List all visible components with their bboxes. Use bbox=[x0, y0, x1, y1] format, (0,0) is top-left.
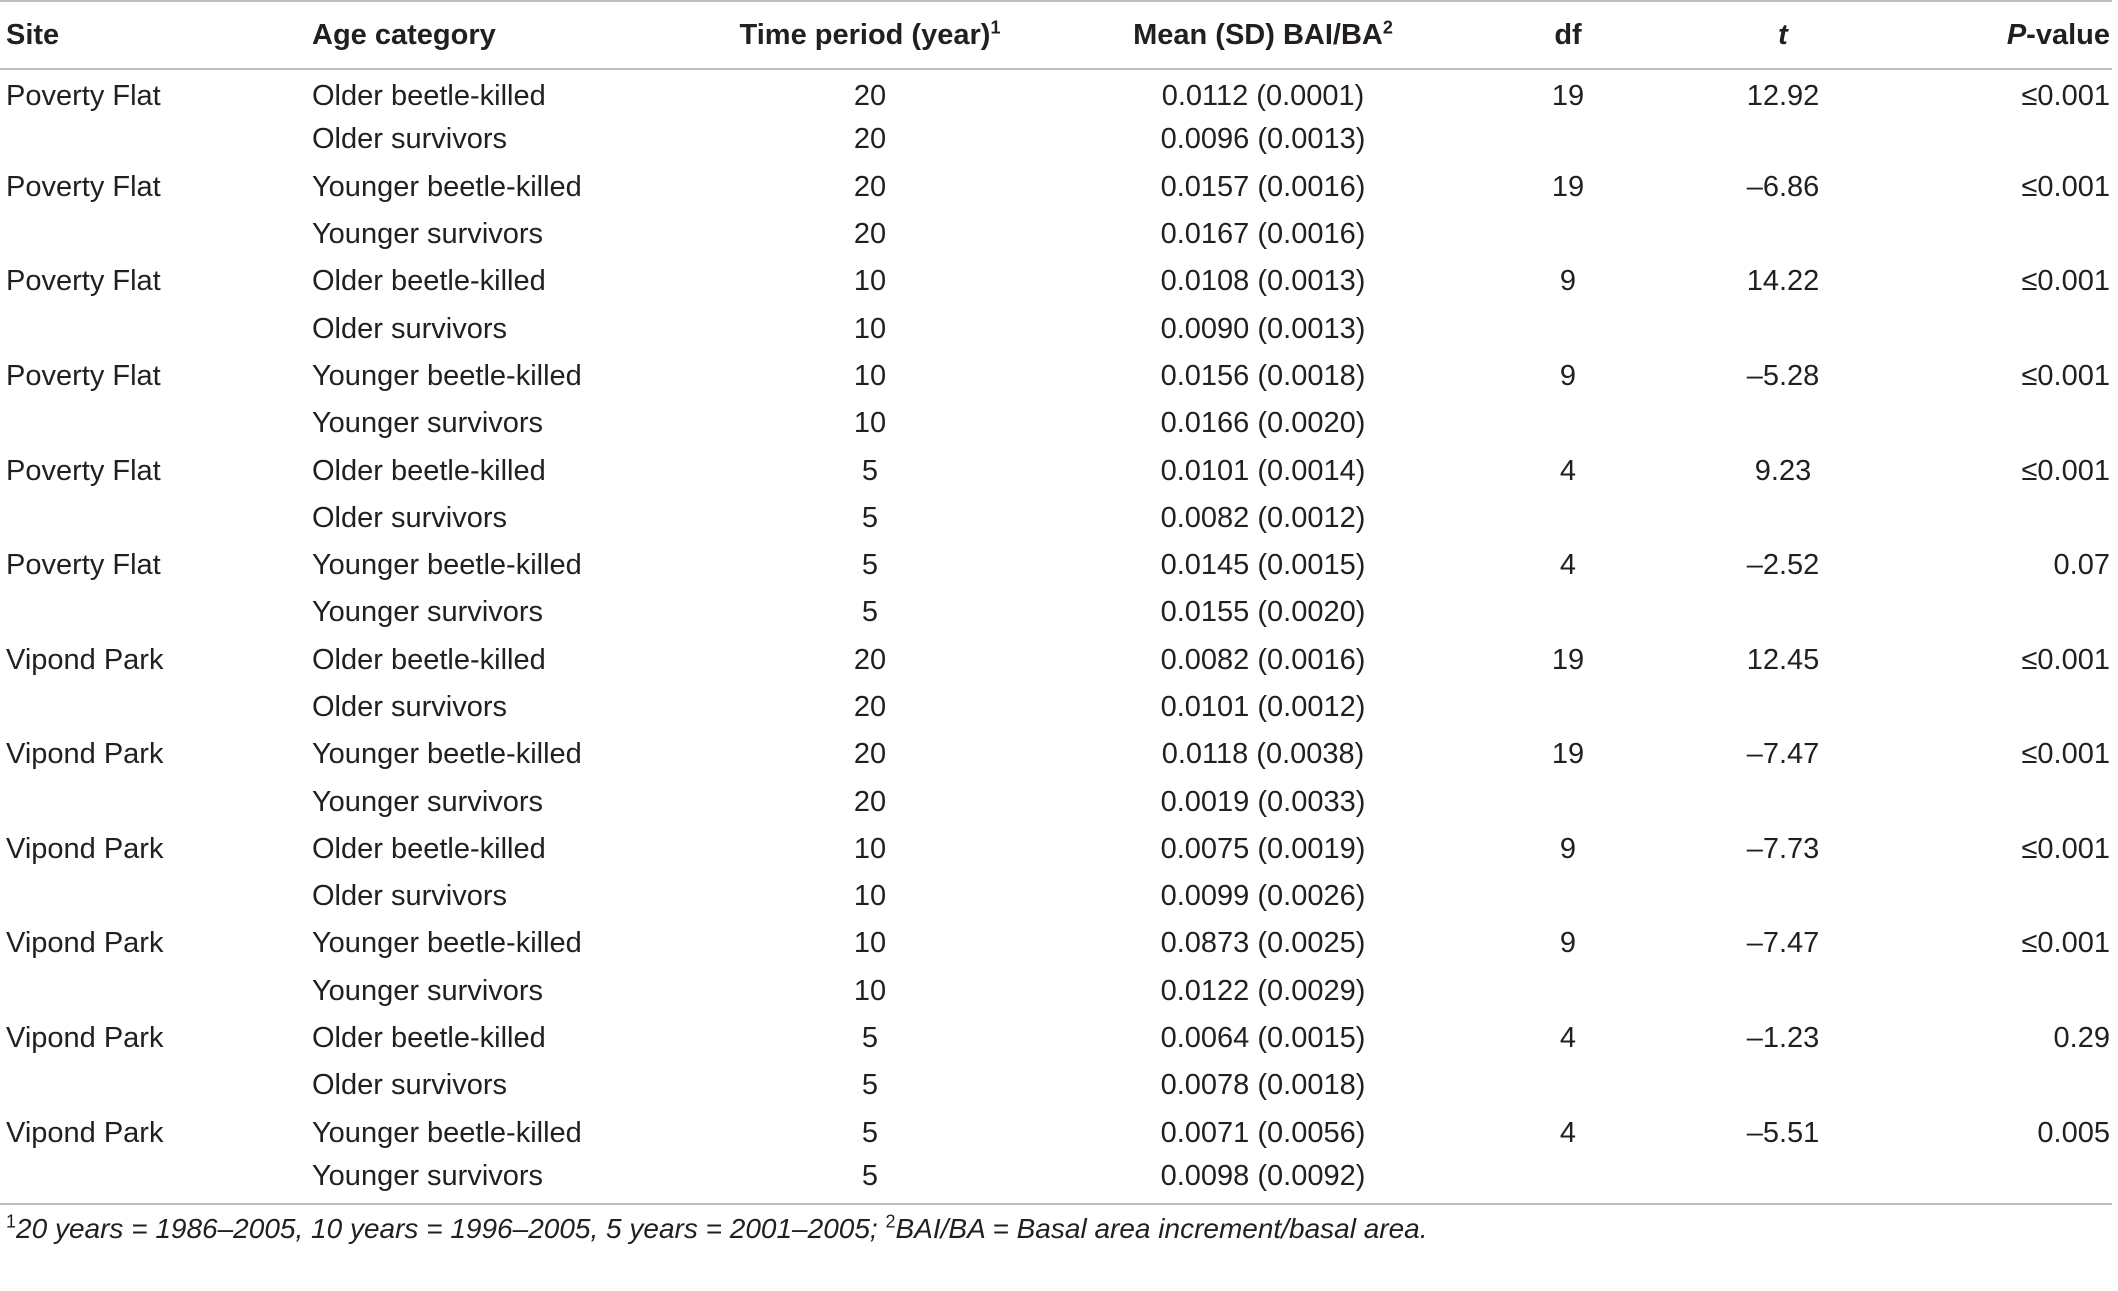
cell-p-value bbox=[1908, 1157, 2112, 1204]
table-row bbox=[0, 778, 2112, 825]
cell-p-value: 0.07 bbox=[2053, 549, 2110, 582]
cell-p-value: ≤0.001 bbox=[2021, 454, 2110, 487]
cell-p-value: ≤0.001 bbox=[2021, 79, 2110, 112]
cell-df bbox=[1478, 211, 1658, 258]
table-row bbox=[0, 826, 2112, 873]
cell-t bbox=[1658, 1157, 1908, 1204]
cell-time-period: 5 bbox=[861, 501, 879, 534]
table-row bbox=[0, 495, 2112, 542]
cell-site: Poverty Flat bbox=[6, 359, 161, 392]
cell-df: 19 bbox=[1551, 170, 1585, 203]
cell-time-period: 10 bbox=[853, 265, 887, 298]
cell-mean-sd: 0.0145 (0.0015) bbox=[1160, 549, 1366, 582]
header-p-value bbox=[1908, 1, 2112, 69]
cell-p-value bbox=[1908, 400, 2112, 447]
cell-p-value: ≤0.001 bbox=[2021, 643, 2110, 676]
header-time-period-footnote-mark: 1 bbox=[990, 16, 1001, 37]
table-row bbox=[0, 353, 2112, 400]
cell-time-period: 10 bbox=[853, 359, 887, 392]
cell-p-value: ≤0.001 bbox=[2021, 738, 2110, 771]
cell-t bbox=[1658, 873, 1908, 920]
header-t: t bbox=[1658, 1, 1908, 69]
cell-age-category: Older survivors bbox=[312, 123, 507, 156]
table-row bbox=[0, 542, 2112, 589]
cell-df bbox=[1478, 495, 1658, 542]
cell-site bbox=[0, 116, 312, 163]
cell-p-value: 0.29 bbox=[2053, 1022, 2110, 1055]
cell-age-category: Older beetle-killed bbox=[312, 832, 546, 865]
cell-p-value bbox=[1908, 968, 2112, 1015]
cell-site: Poverty Flat bbox=[6, 170, 161, 203]
cell-t: –1.23 bbox=[1746, 1022, 1820, 1055]
cell-t: 9.23 bbox=[1754, 454, 1812, 487]
cell-age-category: Younger beetle-killed bbox=[312, 359, 582, 392]
cell-p-value: ≤0.001 bbox=[2021, 265, 2110, 298]
table-row bbox=[0, 873, 2112, 920]
cell-mean-sd: 0.0075 (0.0019) bbox=[1160, 832, 1366, 865]
header-time-period-label: Time period (year) bbox=[739, 18, 991, 51]
cell-t: –7.73 bbox=[1746, 832, 1820, 865]
table-footnote bbox=[0, 1213, 2118, 1245]
cell-site bbox=[0, 400, 312, 447]
cell-mean-sd: 0.0071 (0.0056) bbox=[1160, 1116, 1366, 1149]
cell-t bbox=[1658, 495, 1908, 542]
header-p-italic: P bbox=[2006, 18, 2027, 51]
cell-site: Poverty Flat bbox=[6, 79, 161, 112]
table-row bbox=[0, 1015, 2112, 1062]
cell-t bbox=[1658, 211, 1908, 258]
cell-df: 4 bbox=[1559, 1022, 1577, 1055]
table-row bbox=[0, 400, 2112, 447]
cell-site: Poverty Flat bbox=[6, 549, 161, 582]
footnote-mark-2: 2 bbox=[885, 1211, 896, 1232]
cell-site: Vipond Park bbox=[6, 738, 164, 771]
cell-mean-sd: 0.0167 (0.0016) bbox=[1160, 218, 1366, 251]
cell-mean-sd: 0.0122 (0.0029) bbox=[1160, 974, 1366, 1007]
cell-df: 4 bbox=[1559, 1116, 1577, 1149]
cell-time-period: 5 bbox=[861, 1116, 879, 1149]
cell-time-period: 20 bbox=[853, 170, 887, 203]
table-row bbox=[0, 637, 2112, 684]
cell-mean-sd: 0.0108 (0.0013) bbox=[1160, 265, 1366, 298]
cell-time-period: 10 bbox=[853, 407, 887, 440]
table-row bbox=[0, 164, 2112, 211]
cell-time-period: 10 bbox=[853, 974, 887, 1007]
cell-age-category: Younger beetle-killed bbox=[312, 549, 582, 582]
cell-site bbox=[0, 968, 312, 1015]
cell-mean-sd: 0.0082 (0.0012) bbox=[1160, 501, 1366, 534]
cell-t bbox=[1658, 400, 1908, 447]
cell-df bbox=[1478, 1157, 1658, 1204]
cell-t: 14.22 bbox=[1746, 265, 1820, 298]
cell-age-category: Older beetle-killed bbox=[312, 79, 546, 112]
cell-mean-sd: 0.0078 (0.0018) bbox=[1160, 1069, 1366, 1102]
footnote-text-2: BAI/BA = Basal area increment/basal area. bbox=[895, 1213, 1428, 1245]
cell-age-category: Older survivors bbox=[312, 880, 507, 913]
cell-t: 12.92 bbox=[1746, 79, 1820, 112]
table-row bbox=[0, 69, 2112, 116]
cell-t bbox=[1658, 684, 1908, 731]
cell-time-period: 10 bbox=[853, 880, 887, 913]
cell-t bbox=[1658, 968, 1908, 1015]
footnote-mark-1: 1 bbox=[6, 1211, 17, 1232]
cell-t: 12.45 bbox=[1746, 643, 1820, 676]
cell-age-category: Older beetle-killed bbox=[312, 265, 546, 298]
cell-time-period: 10 bbox=[853, 312, 887, 345]
cell-df: 4 bbox=[1559, 454, 1577, 487]
cell-p-value bbox=[1908, 116, 2112, 163]
cell-p-value bbox=[1908, 211, 2112, 258]
cell-p-value: ≤0.001 bbox=[2021, 170, 2110, 203]
cell-time-period: 5 bbox=[861, 454, 879, 487]
cell-t: –6.86 bbox=[1746, 170, 1820, 203]
cell-df: 19 bbox=[1551, 643, 1585, 676]
cell-p-value: ≤0.001 bbox=[2021, 927, 2110, 960]
cell-site: Vipond Park bbox=[6, 643, 164, 676]
cell-df: 9 bbox=[1559, 359, 1577, 392]
cell-mean-sd: 0.0098 (0.0092) bbox=[1160, 1160, 1366, 1193]
cell-age-category: Younger survivors bbox=[312, 596, 544, 629]
cell-age-category: Older survivors bbox=[312, 312, 507, 345]
cell-t: –5.28 bbox=[1746, 359, 1820, 392]
cell-time-period: 20 bbox=[853, 643, 887, 676]
cell-mean-sd: 0.0082 (0.0016) bbox=[1160, 643, 1366, 676]
cell-df bbox=[1478, 1062, 1658, 1109]
cell-df bbox=[1478, 589, 1658, 636]
cell-df bbox=[1478, 116, 1658, 163]
cell-p-value: ≤0.001 bbox=[2021, 359, 2110, 392]
cell-mean-sd: 0.0090 (0.0013) bbox=[1160, 312, 1366, 345]
cell-t: –7.47 bbox=[1746, 927, 1820, 960]
header-mean-sd bbox=[1048, 1, 1478, 69]
cell-p-value bbox=[1908, 1062, 2112, 1109]
cell-time-period: 20 bbox=[853, 218, 887, 251]
cell-df bbox=[1478, 684, 1658, 731]
cell-t: –5.51 bbox=[1746, 1116, 1820, 1149]
cell-mean-sd: 0.0101 (0.0014) bbox=[1160, 454, 1366, 487]
cell-age-category: Younger survivors bbox=[312, 974, 544, 1007]
cell-p-value: ≤0.001 bbox=[2021, 832, 2110, 865]
cell-age-category: Older beetle-killed bbox=[312, 454, 546, 487]
cell-time-period: 5 bbox=[861, 549, 879, 582]
cell-site: Vipond Park bbox=[6, 832, 164, 865]
cell-site bbox=[0, 1157, 312, 1204]
cell-mean-sd: 0.0101 (0.0012) bbox=[1160, 691, 1366, 723]
cell-t bbox=[1658, 778, 1908, 825]
cell-age-category: Older survivors bbox=[312, 1069, 507, 1102]
cell-df bbox=[1478, 968, 1658, 1015]
cell-age-category: Younger beetle-killed bbox=[312, 738, 582, 771]
table-body bbox=[0, 69, 2112, 1204]
cell-t bbox=[1658, 305, 1908, 352]
table-row bbox=[0, 968, 2112, 1015]
table-row bbox=[0, 305, 2112, 352]
cell-time-period: 5 bbox=[861, 1069, 879, 1102]
cell-mean-sd: 0.0166 (0.0020) bbox=[1160, 407, 1366, 440]
cell-mean-sd: 0.0155 (0.0020) bbox=[1160, 596, 1366, 629]
cell-age-category: Younger beetle-killed bbox=[312, 927, 582, 960]
cell-df bbox=[1478, 778, 1658, 825]
cell-site bbox=[0, 873, 312, 920]
table-row bbox=[0, 1110, 2112, 1157]
cell-age-category: Younger survivors bbox=[312, 218, 544, 251]
table-row bbox=[0, 731, 2112, 778]
cell-df: 19 bbox=[1551, 79, 1585, 112]
header-mean-sd-footnote-mark: 2 bbox=[1382, 16, 1393, 37]
cell-t bbox=[1658, 116, 1908, 163]
cell-p-value bbox=[1908, 495, 2112, 542]
cell-mean-sd: 0.0873 (0.0025) bbox=[1160, 927, 1366, 960]
cell-df: 9 bbox=[1559, 265, 1577, 298]
cell-site bbox=[0, 495, 312, 542]
cell-age-category: Older survivors bbox=[312, 501, 507, 534]
cell-mean-sd: 0.0157 (0.0016) bbox=[1160, 170, 1366, 203]
cell-mean-sd: 0.0112 (0.0001) bbox=[1161, 79, 1365, 112]
table-row bbox=[0, 258, 2112, 305]
cell-t bbox=[1658, 589, 1908, 636]
cell-p-value: 0.005 bbox=[2037, 1116, 2110, 1149]
cell-age-category: Younger survivors bbox=[312, 407, 544, 440]
cell-time-period: 5 bbox=[861, 1022, 879, 1055]
cell-df: 19 bbox=[1551, 738, 1585, 771]
table-row bbox=[0, 920, 2112, 967]
header-df: df bbox=[1478, 1, 1658, 69]
cell-df bbox=[1478, 873, 1658, 920]
cell-p-value bbox=[1908, 873, 2112, 920]
cell-age-category: Younger beetle-killed bbox=[312, 170, 582, 203]
cell-site: Poverty Flat bbox=[6, 454, 161, 487]
cell-mean-sd: 0.0096 (0.0013) bbox=[1160, 123, 1366, 156]
header-p-rest: -value bbox=[2026, 18, 2110, 51]
cell-mean-sd: 0.0156 (0.0018) bbox=[1160, 359, 1366, 392]
cell-age-category: Older beetle-killed bbox=[312, 1022, 546, 1055]
header-time-period bbox=[692, 1, 1048, 69]
cell-time-period: 20 bbox=[853, 123, 887, 156]
cell-site: Vipond Park bbox=[6, 1022, 164, 1055]
cell-site bbox=[0, 589, 312, 636]
header-site: Site bbox=[0, 1, 312, 69]
cell-df: 4 bbox=[1559, 549, 1577, 582]
header-mean-sd-label: Mean (SD) BAI/BA bbox=[1133, 18, 1383, 51]
cell-time-period: 5 bbox=[861, 596, 879, 629]
table-row bbox=[0, 211, 2112, 258]
table-row bbox=[0, 116, 2112, 163]
footnote-text-1: 20 years = 1986–2005, 10 years = 1996–2005, 5 years = 2001–2005; bbox=[16, 1213, 886, 1245]
cell-time-period: 20 bbox=[853, 785, 887, 818]
cell-time-period: 20 bbox=[853, 79, 887, 112]
cell-p-value bbox=[1908, 589, 2112, 636]
cell-time-period: 10 bbox=[853, 832, 887, 865]
cell-site: Vipond Park bbox=[6, 927, 164, 960]
cell-p-value bbox=[1908, 684, 2112, 731]
cell-age-category: Younger beetle-killed bbox=[312, 1116, 582, 1149]
table-header-row bbox=[0, 1, 2112, 69]
cell-site: Vipond Park bbox=[6, 1116, 164, 1149]
cell-site bbox=[0, 778, 312, 825]
cell-age-category: Younger survivors bbox=[312, 1160, 544, 1193]
cell-df: 9 bbox=[1559, 927, 1577, 960]
cell-site: Poverty Flat bbox=[6, 265, 161, 298]
cell-df: 9 bbox=[1559, 832, 1577, 865]
table-row bbox=[0, 684, 2112, 731]
table-row bbox=[0, 589, 2112, 636]
cell-time-period: 5 bbox=[861, 1160, 879, 1193]
cell-site bbox=[0, 1062, 312, 1109]
cell-site bbox=[0, 211, 312, 258]
cell-age-category: Younger survivors bbox=[312, 785, 544, 818]
cell-mean-sd: 0.0099 (0.0026) bbox=[1160, 880, 1366, 913]
cell-t: –7.47 bbox=[1746, 738, 1820, 771]
table-row bbox=[0, 1062, 2112, 1109]
cell-p-value bbox=[1908, 305, 2112, 352]
cell-time-period: 20 bbox=[853, 738, 887, 771]
cell-t bbox=[1658, 1062, 1908, 1109]
cell-time-period: 10 bbox=[853, 927, 887, 960]
cell-df bbox=[1478, 305, 1658, 352]
cell-t: –2.52 bbox=[1746, 549, 1820, 582]
cell-df bbox=[1478, 400, 1658, 447]
cell-p-value bbox=[1908, 778, 2112, 825]
cell-mean-sd: 0.0118 (0.0038) bbox=[1161, 738, 1365, 771]
cell-time-period: 20 bbox=[853, 691, 887, 723]
table-row bbox=[0, 1157, 2112, 1204]
cell-site bbox=[0, 305, 312, 352]
cell-mean-sd: 0.0064 (0.0015) bbox=[1160, 1022, 1366, 1055]
cell-site bbox=[0, 684, 312, 731]
cell-mean-sd: 0.0019 (0.0033) bbox=[1160, 785, 1366, 818]
table-row bbox=[0, 447, 2112, 494]
cell-age-category: Older survivors bbox=[312, 691, 507, 723]
header-age-category: Age category bbox=[312, 1, 692, 69]
cell-age-category: Older beetle-killed bbox=[312, 643, 546, 676]
